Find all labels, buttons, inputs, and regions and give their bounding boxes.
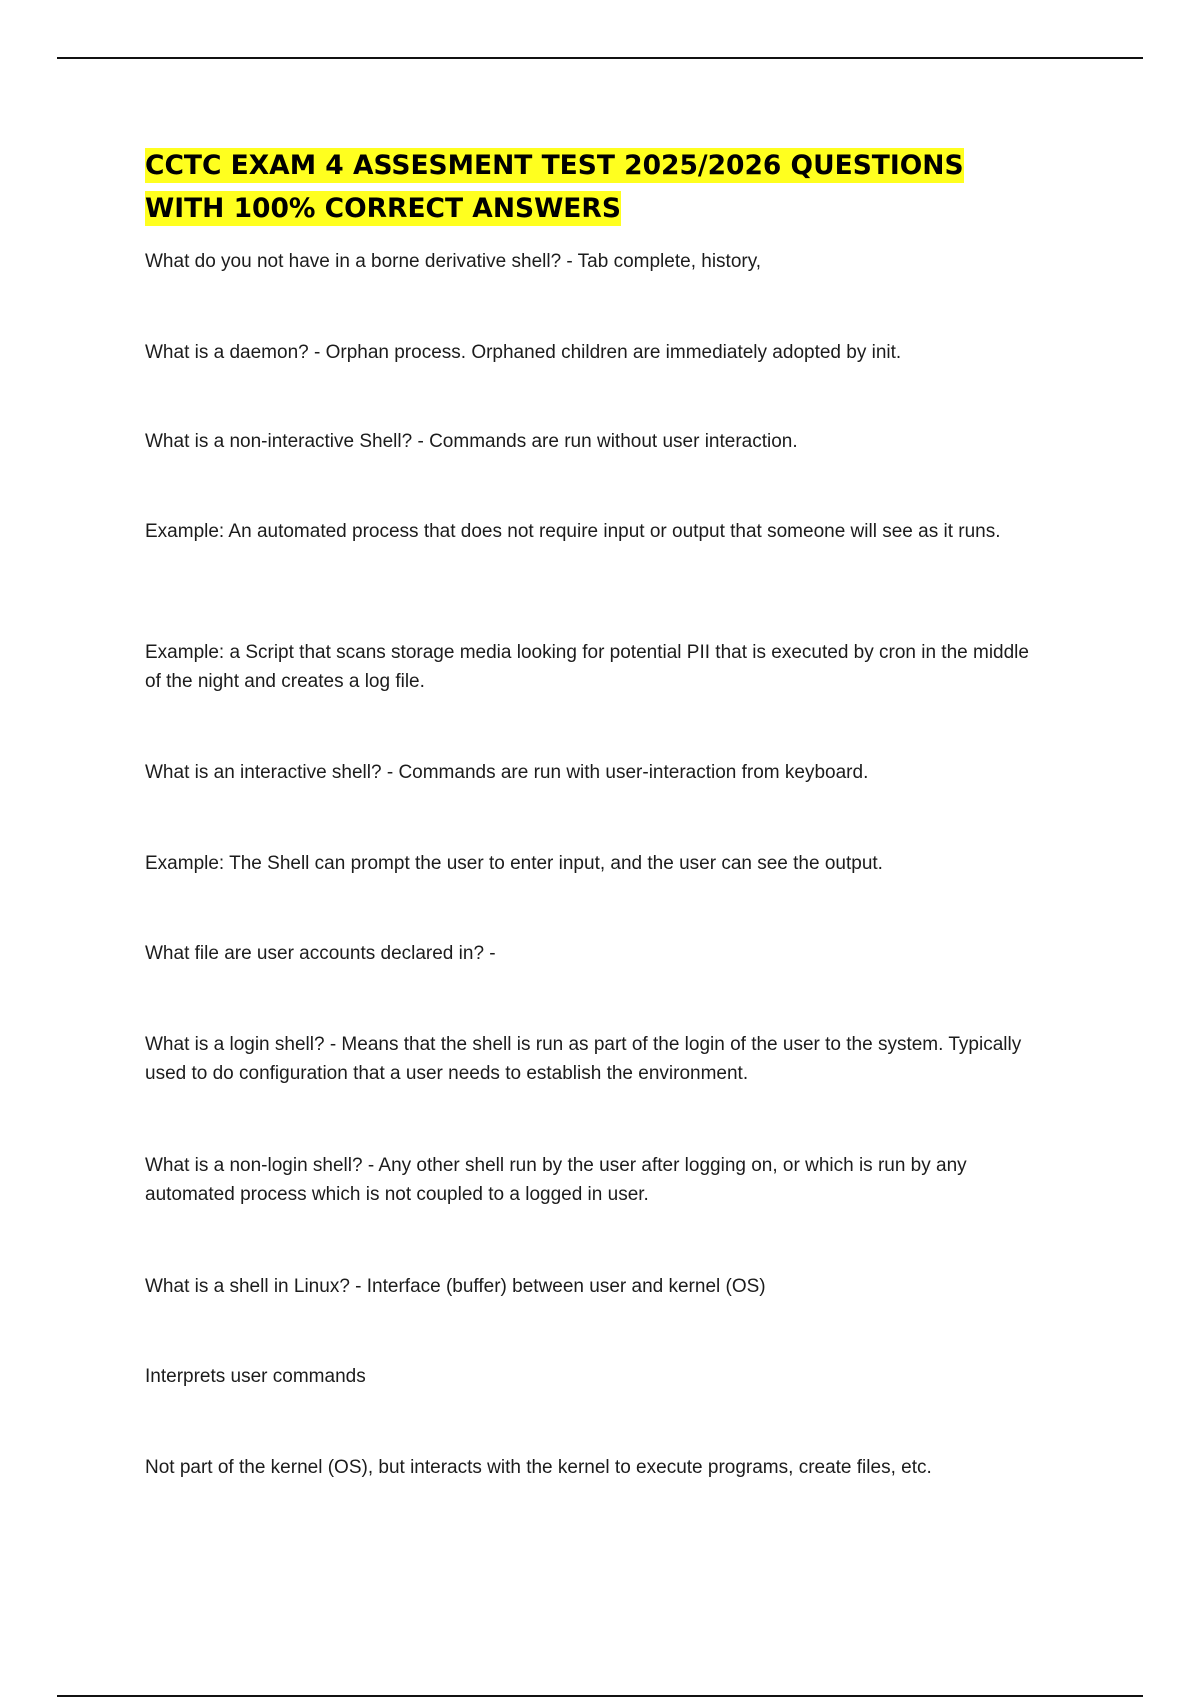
qa-paragraph: What is a shell in Linux? - Interface (buffer) between user and kernel (OS) [145, 1276, 766, 1297]
qa-paragraph: What is a non-interactive Shell? - Commands are run without user interaction. [145, 431, 798, 452]
qa-paragraph: What is a login shell? - Means that the shell is run as part of the login of the user to the system. Typically used to do configuration that a user needs to establish the environment. [145, 1034, 1022, 1084]
top-rule [57, 57, 1143, 59]
qa-paragraph: Example: The Shell can prompt the user to enter input, and the user can see the output. [145, 853, 883, 874]
qa-paragraph: What is a non-login shell? - Any other shell run by the user after logging on, or which is run by any automated process which is not coupled to a logged in user. [145, 1155, 967, 1205]
qa-paragraph: Not part of the kernel (OS), but interacts with the kernel to execute programs, create files, etc. [145, 1457, 932, 1478]
qa-paragraph: What do you not have in a borne derivative shell? - Tab complete, history, [145, 251, 762, 272]
qa-paragraph: Example: An automated process that does not require input or output that someone will see as it runs. [145, 521, 1001, 542]
qa-paragraph: Example: a Script that scans storage media looking for potential PII that is executed by cron in the middle of the night and creates a log file. [145, 642, 1029, 692]
qa-paragraph: What is an interactive shell? - Commands are run with user-interaction from keyboard. [145, 762, 869, 783]
document-title [145, 144, 1045, 230]
qa-paragraph: What file are user accounts declared in? - [145, 943, 496, 964]
bottom-rule [57, 1695, 1143, 1697]
title-highlight: CCTC EXAM 4 ASSESMENT TEST 2025/2026 QUESTIONS WITH 100% CORRECT ANSWERS [145, 150, 964, 224]
qa-paragraph: What is a daemon? - Orphan process. Orphaned children are immediately adopted by init. [145, 342, 902, 363]
qa-paragraph: Interprets user commands [145, 1366, 366, 1387]
